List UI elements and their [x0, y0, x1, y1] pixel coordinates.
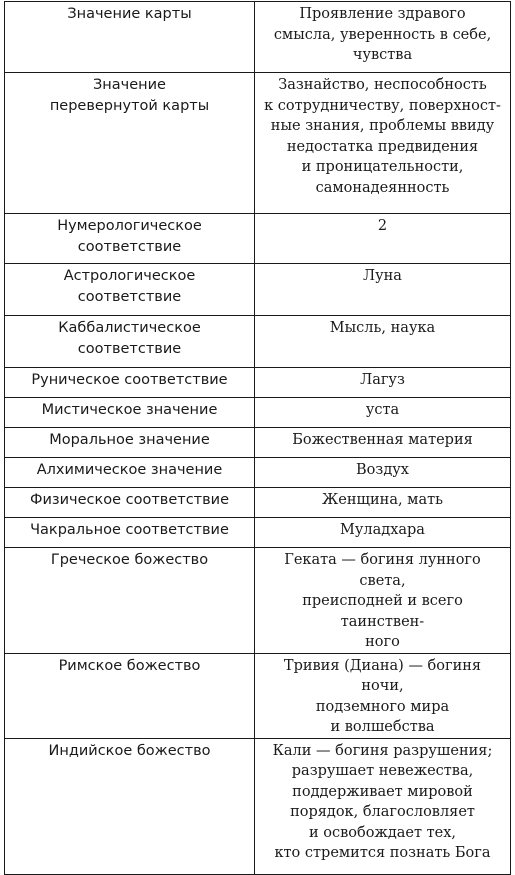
row-value: Воздух: [255, 458, 511, 488]
row-value: Кали — богиня разрушения; разрушает невежества, поддерживает мировой порядок, благословляет и освобождает тех, кто стремится познать Бога: [255, 738, 511, 874]
row-value: Геката — богиня лунного света, преисподней и всего таинствен- ного: [255, 548, 511, 654]
row-value: Тривия (Диана) — богиня ночи, подземного мира и волшебства: [255, 653, 511, 738]
row-label: Руническое соответствие: [5, 368, 255, 398]
row-value: Проявление здравого смысла, уверенность в себе, чувства: [255, 2, 511, 73]
row-label: Индийское божество: [5, 738, 255, 874]
table-row: [5, 316, 511, 368]
row-label: Физическое соответствие: [5, 488, 255, 518]
table-row: [5, 738, 511, 874]
row-value: Женщина, мать: [255, 488, 511, 518]
table-row: [5, 428, 511, 458]
table-row: [5, 548, 511, 654]
row-value: Божественная материя: [255, 428, 511, 458]
row-label: Нумерологическое соответствие: [5, 214, 255, 264]
row-value: Зазнайство, неспособность к сотрудничеству, поверхност- ные знания, проблемы ввиду недостатка предвидения и проницательности, самонадеянность: [255, 73, 511, 214]
row-label: Моральное значение: [5, 428, 255, 458]
row-value: Луна: [255, 264, 511, 316]
row-value: Мысль, наука: [255, 316, 511, 368]
row-value: Лагуз: [255, 368, 511, 398]
table-row: [5, 518, 511, 548]
row-label: Алхимическое значение: [5, 458, 255, 488]
table-row: [5, 653, 511, 738]
table-row: [5, 458, 511, 488]
row-value: уста: [255, 398, 511, 428]
row-label: Греческое божество: [5, 548, 255, 654]
table-row: [5, 398, 511, 428]
card-attributes-table: [4, 1, 511, 875]
row-label: Чакральное соответствие: [5, 518, 255, 548]
table-row: [5, 488, 511, 518]
row-value: Муладхара: [255, 518, 511, 548]
row-label: Значение карты: [5, 2, 255, 73]
row-label: Астрологическое соответствие: [5, 264, 255, 316]
row-label: Мистическое значение: [5, 398, 255, 428]
table-row: [5, 264, 511, 316]
row-label: Каббалистическое соответствие: [5, 316, 255, 368]
table-row: [5, 368, 511, 398]
table-row: [5, 214, 511, 264]
table-row: [5, 2, 511, 73]
table-row: [5, 73, 511, 214]
row-value: 2: [255, 214, 511, 264]
row-label: Римское божество: [5, 653, 255, 738]
row-label: Значение перевернутой карты: [5, 73, 255, 214]
